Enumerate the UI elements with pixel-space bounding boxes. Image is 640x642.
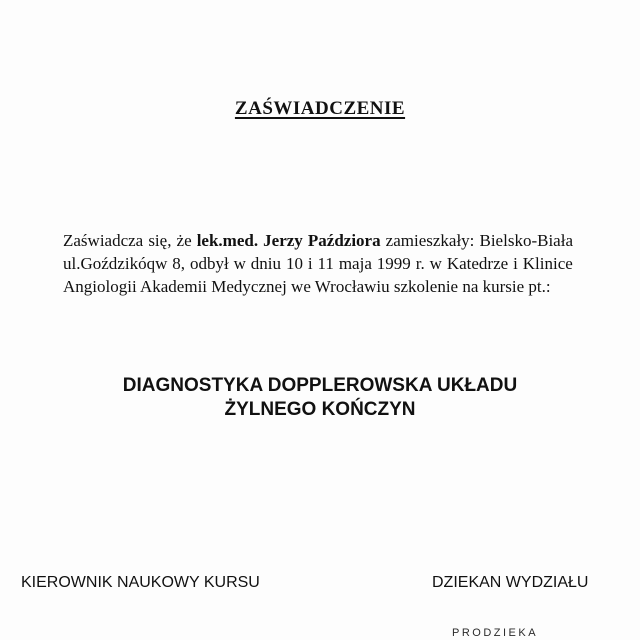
paragraph-line-1-word: że	[176, 231, 192, 250]
paragraph-line-2-word: 10	[285, 254, 303, 273]
paragraph-line-2-word: maja	[338, 254, 372, 273]
stamp-text: PRODZIEKA	[452, 627, 539, 639]
paragraph-line-2-word: odbył	[189, 254, 229, 273]
paragraph-line-2-word: 11	[317, 254, 334, 273]
paragraph-line-2	[63, 252, 573, 275]
paragraph-line-2-word: w	[233, 254, 246, 273]
paragraph-line-3: Angiologii Akademii Medycznej we Wrocławiu szkolenie na kursie pt.:	[63, 277, 551, 296]
paragraph-line-2-word: 8,	[172, 254, 186, 273]
stamp-seal-icon	[448, 622, 598, 642]
paragraph-line-1-word: Jerzy	[263, 231, 303, 250]
paragraph-line-1-word: zamieszkały:	[385, 231, 475, 250]
course-title	[0, 374, 640, 422]
paragraph-line-2-word: dniu	[250, 254, 282, 273]
paragraph-line-2-word: Katedrze	[446, 254, 509, 273]
paragraph-line-1-word: lek.med.	[196, 231, 259, 250]
paragraph-line-2-word: i	[307, 254, 313, 273]
paragraph-line-2-word: r.	[415, 254, 425, 273]
paragraph-line-1-word: Zaświadcza	[63, 231, 144, 250]
course-title-line-1: DIAGNOSTYKA DOPPLEROWSKA UKŁADU	[122, 375, 518, 396]
course-title-line-2: ŻYLNEGO KOŃCZYN	[224, 399, 416, 420]
document-title-text: ZAŚWIADCZENIE	[234, 98, 406, 119]
paragraph-line-2-word: w	[429, 254, 442, 273]
paragraph-line-1-word: się,	[148, 231, 172, 250]
paragraph-line-1	[63, 229, 573, 252]
paragraph-line-2-word: Klinice	[522, 254, 573, 273]
paragraph-line-1-word: Paździora	[307, 231, 381, 250]
official-stamp	[448, 622, 598, 642]
signature-label-course-director: KIEROWNIK NAUKOWY KURSU	[21, 574, 260, 591]
paragraph-line-2-word: i	[513, 254, 518, 273]
paragraph-line-2-word: ul.Goździkóqw	[63, 254, 168, 273]
signature-label-dean: DZIEKAN WYDZIAŁU	[432, 574, 589, 591]
document-title	[0, 98, 640, 120]
paragraph-line-1-word: Bielsko-Biała	[479, 231, 573, 250]
paragraph-line-2-word: 1999	[376, 254, 411, 273]
